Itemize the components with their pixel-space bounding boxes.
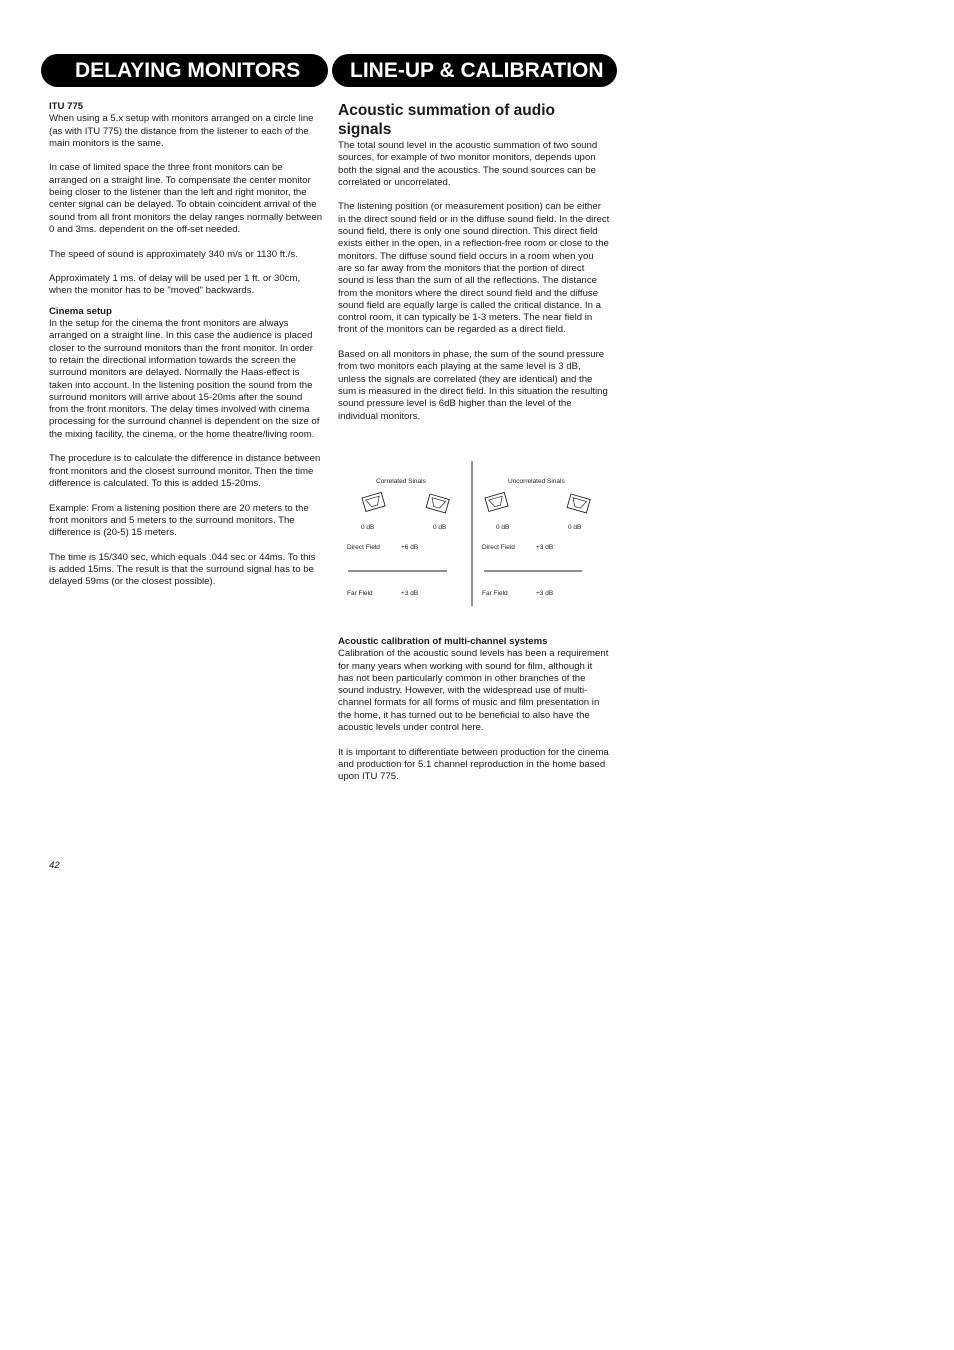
correlated-direct-value: +6 dB xyxy=(401,544,419,551)
calibration-paragraph-1: Calibration of the acoustic sound levels has been a requirement for many years when working with sound for film, although it has not been particularly common in other branches of the sound industry. However, with the widespread use of multi-channel formats for all forms of music and film presentation in the home, it has turned out to be beneficial to also have the acoustic levels under control here. xyxy=(338,648,609,734)
acoustic-summation-heading: Acoustic summation of audio signals xyxy=(338,102,556,138)
calibration-heading: Acoustic calibration of multi-channel systems xyxy=(338,636,548,647)
page-number: 42 xyxy=(49,860,60,871)
uncorrelated-title: Uncorrelated Sinals xyxy=(508,478,565,485)
summation-paragraph-2: The listening position (or measurement position) can be either in the direct sound field or in the diffuse sound field. In the direct sound field, there is only one sound direction. This direct field exists either in the open, in a reflection-free room or close to the monitors. The diffuse sound field occurs in a room when you are so far away from the monitors that the portion of direct sound is less than the sum of all the reflections. The distance from the monitors where the direct sound field and the diffuse sound field are equally large is called the critical distance. In a control room, it can typically be 1-3 meters. The near field in front of the monitors can be regarded as a direct field. xyxy=(338,201,610,336)
uncorrelated-far-value: +3 dB xyxy=(536,590,554,597)
uncorrelated-right-level: 0 dB xyxy=(568,524,582,531)
uncorrelated-direct-label: Direct Field xyxy=(482,544,515,551)
summation-diagram xyxy=(338,458,610,610)
correlated-far-label: Far Field xyxy=(347,590,373,597)
speaker-icon xyxy=(485,492,508,511)
correlated-title: Correlated Sinals xyxy=(376,478,426,485)
itu-paragraph-4: Approximately 1 ms. of delay will be used per 1 ft. or 30cm, when the monitor has to be "moved" backwards. xyxy=(49,273,301,297)
uncorrelated-direct-value: +3 dB xyxy=(536,544,554,551)
calibration-paragraph-2: It is important to differentiate between production for the cinema and production for 5.1 channel reproduction in the home based upon ITU 775. xyxy=(338,746,609,783)
left-column xyxy=(49,101,323,601)
speaker-icon xyxy=(426,494,449,513)
summation-paragraph-1: The total sound level in the acoustic summation of two sound sources, for example of two monitor monitors, depends upon both the signal and the acoustics. The sound sources can be correlated or uncorrelated. xyxy=(338,140,598,188)
speaker-icon xyxy=(362,492,385,511)
itu-paragraph-2: In case of limited space the three front monitors can be arranged on a straight line. To compensate the center monitor being closer to the listener than the left and right monitor, the center signal can be delayed. To obtain coincident arrival of the sound from all front monitors the delay ranges normally between 0 and 3ms. dependent on the off-set needed. xyxy=(49,162,323,235)
speaker-icon xyxy=(567,494,590,513)
right-column xyxy=(338,101,610,435)
itu-775-heading: ITU 775 xyxy=(49,101,84,112)
cinema-paragraph-4: The time is 15/340 sec, which equals .044 sec or 44ms. To this is added 15ms. The result is that the surround signal has to be delayed 59ms (or the closest possible). xyxy=(49,551,316,588)
correlated-right-level: 0 dB xyxy=(433,524,447,531)
correlated-direct-label: Direct Field xyxy=(347,544,380,551)
calibration-section xyxy=(338,636,610,796)
cinema-paragraph-1: In the setup for the cinema the front monitors are always arranged on a straight line. In this case the audience is placed closer to the surround monitors than the front monitor. In order to retain the directional information towards the screen the surround monitors are delayed. Normally the Haas-effect is taken into account. In the listening position the sound from the surround monitors will arrive about 15-20ms after the sound from the front monitors. The delay times involved with cinema processing for the surround channel is dependent on the size of the mixing facility, the cinema, or the home theatre/living room. xyxy=(49,318,320,440)
itu-paragraph-3: The speed of sound is approximately 340 m/s or 1130 ft./s. xyxy=(49,248,298,260)
correlated-left-level: 0 dB xyxy=(361,524,375,531)
cinema-paragraph-2: The procedure is to calculate the difference in distance between front monitors and the closest surround monitor. Then the time difference is calculated. To this is added 15-20ms. xyxy=(49,453,321,489)
uncorrelated-far-label: Far Field xyxy=(482,590,508,597)
uncorrelated-left-level: 0 dB xyxy=(496,524,510,531)
section-title-delaying-monitors: DELAYING MONITORS xyxy=(41,54,328,87)
correlated-far-value: +3 dB xyxy=(401,590,419,597)
cinema-setup-heading: Cinema setup xyxy=(49,305,112,317)
section-title-line-up-calibration: LINE-UP & CALIBRATION xyxy=(332,54,617,87)
cinema-paragraph-3: Example: From a listening position there are 20 meters to the front monitors and 5 meters to the surround monitors. The difference is (20-5) 15 meters. xyxy=(49,502,309,539)
summation-paragraph-3: Based on all monitors in phase, the sum of the sound pressure from two monitors each playing at the same level is 3 dB, unless the signals are correlated (they are identical) and the sum is measured in the direct field. In this situation the resulting sound pressure level is 6dB higher than the level of the individual monitors. xyxy=(338,349,608,422)
itu-paragraph-1: When using a 5.x setup with monitors arranged on a circle line (as with ITU 775) the distance from the listener to each of the main monitors is the same. xyxy=(49,113,314,149)
